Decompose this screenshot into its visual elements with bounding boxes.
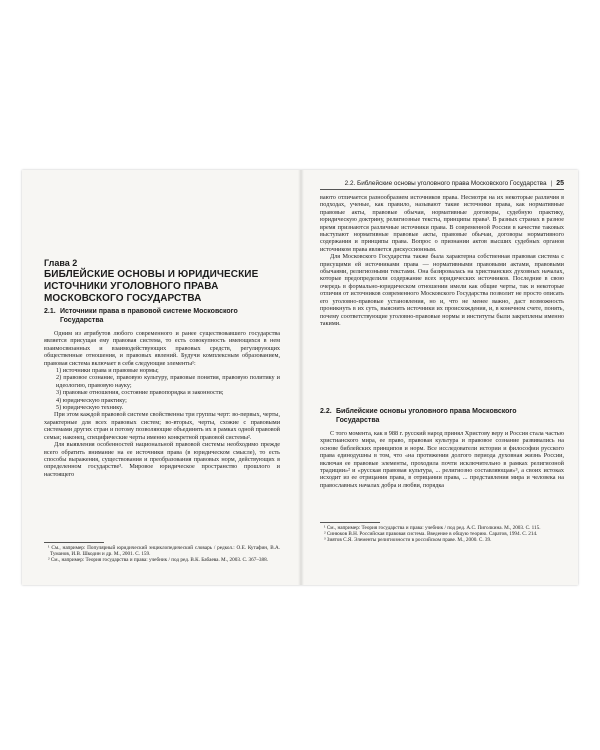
footnote: ² См., например: Теория государства и права: учебник / под ред. В.К. Бабаева. М., 2003. С. 367–388. bbox=[48, 557, 269, 564]
footnote: ³ Зиятов С.Я. Элементы религиозности в российском праве. М., 2000. С. 39. bbox=[324, 537, 492, 544]
elements-list bbox=[44, 367, 280, 411]
footnote: ¹ См., например: Теория государства и права: учебник / под ред. А.С. Пиголкина. М., 2003. С. 115. bbox=[324, 525, 541, 531]
right-body-bottom bbox=[320, 430, 564, 489]
section-number: 2.2. bbox=[320, 408, 332, 415]
left-footnotes bbox=[44, 542, 280, 564]
section-title: Источники права в правовой системе Московского Государства bbox=[60, 308, 238, 324]
paragraph: При этом каждой правовой системе свойственны три группы черт: во-первых, черты, характерные для всех правовых систем; во-вторых, черты, схожие с правовыми системами других стран и потому позволяющие объединять их в рамках одной правовой семьи; наконец, специфические черты именно конкретной правовой системы². bbox=[44, 411, 280, 441]
list-item: 5) юридическую технику. bbox=[56, 404, 124, 412]
footnote-rule bbox=[320, 522, 380, 523]
chapter-title: БИБЛЕЙСКИЕ ОСНОВЫ И ЮРИДИЧЕСКИЕ ИСТОЧНИКИ УГОЛОВНОГО ПРАВА МОСКОВСКОГО ГОСУДАРСТВА bbox=[44, 269, 259, 304]
paragraph: Для выявления особенностей национальной правовой системы необходимо прежде всего обратить внимание на ее источники права (в юридическом смысле), то есть способы выражения, существования и преобразования правовых норм, действующих в определенном государстве³. Мировое юридическое пространство прошлого и настоящего bbox=[44, 441, 280, 478]
paragraph: ваюто отличается разнообразием источников права. Несмотря на их некоторые различия в подходах, ученые, как правило, называют такие источники права, как нормативные правовые акты, правовые обычаи, нормативные договоры, судебную практику, юридическую доктрину, религиозные тексты, принципы права¹. В разных странах в разное время признаются различные источники права. В современной России в качестве таковых выступают нормативные правовые акты, правовые обычаи, договоры нормативного содержания и принципы права. Вопрос о признании актов высших судебных органов источником права является дискуссионным. bbox=[320, 194, 564, 253]
section-heading-2-2 bbox=[320, 408, 564, 425]
list-item: 2) правовое сознание, правовую культуру, правовые понятия, правовую политику и идеологию, правовую науку; bbox=[56, 374, 280, 389]
paragraph: Одним из атрибутов любого современного и ранее существовавшего государства является присущая ему правовая система, то есть совокупность имеющихся в нем взаимосвязанных и взаимодействующих правовых средств, регулирующих общественные отношения, и правовых явлений. Будучи комплексным образованием, правовая система включает в себя следующие элементы¹: bbox=[44, 330, 280, 367]
page-number: 25 bbox=[556, 180, 564, 187]
running-head bbox=[320, 180, 564, 190]
running-head-title: 2.2. Библейские основы уголовного права Московского Государства bbox=[344, 180, 547, 187]
chapter-label: Глава 2 bbox=[44, 258, 78, 268]
paragraph: Для Московского Государства также была характерна собственная правовая система с присущими ей источниками права — нормативными правовыми актами, правовыми обычаями, религиозными текстами. Она базировалась на христианских духовных началах, которые предопределили содержание всех юридических источников. Последние в свою очередь в формально-юридическом отношении имели как общие черты, так и некоторые отличия от источников современного Московского Государства позволит не просто описать его уголовно-правовые установления, но и, что не менее важно, даст возможность проникнуть в их суть, выяснить источники их происхождения, и, в конечном счете, понять, почему соответствующие уголовно-правовые нормы и институты были закреплены именно такими. bbox=[320, 253, 564, 327]
right-body-top bbox=[320, 194, 564, 327]
right-footnotes bbox=[320, 522, 564, 544]
book-spread bbox=[22, 170, 578, 585]
section-heading-2-1 bbox=[44, 308, 280, 325]
footnote: ¹ См., например: Популярный юридический энциклопедический словарь / редкол.: О.Е. Кутафин, В.А. Туманов, И.В. Шкодин и др. М., 2001. С. 159. bbox=[48, 545, 280, 558]
left-body bbox=[44, 330, 280, 478]
footnote-rule bbox=[44, 542, 104, 543]
running-head-separator: | bbox=[550, 180, 553, 187]
list-item: 3) правовые отношения, состояние правопорядка и законности; bbox=[56, 389, 224, 397]
footnote: ² Синюков В.Н. Российская правовая система. Введение в общую теорию. Саратов, 1994. С. 214. bbox=[324, 531, 538, 538]
paragraph: С того момента, как в 988 г. русский народ принял Христову веру и Россия стала частью христианского мира, ее право, правовая культура и правовое сознание развивались на основе библейских принципов и норм. Все исследователи истории и философии русского права единодушны в том, что «на протяжении долгого периода духовная жизнь России, включая ее правовые элементы, проходила почти исключительно в рамках религиозной традиции»² и «русская правовая культура, ... религиозно составляющая»³, а своих истоках исходит из ее отрицания права, в отрицании права, ... представления мира и человека на православных началах добра и любви, порядка bbox=[320, 430, 564, 489]
left-page bbox=[22, 170, 298, 585]
section-title: Библейские основы уголовного права Московского Государства bbox=[336, 408, 517, 424]
list-item: 1) источники права и правовые нормы; bbox=[56, 367, 159, 375]
section-number: 2.1. bbox=[44, 308, 56, 315]
right-page bbox=[304, 170, 578, 585]
list-item: 4) юридическую практику; bbox=[56, 396, 127, 404]
